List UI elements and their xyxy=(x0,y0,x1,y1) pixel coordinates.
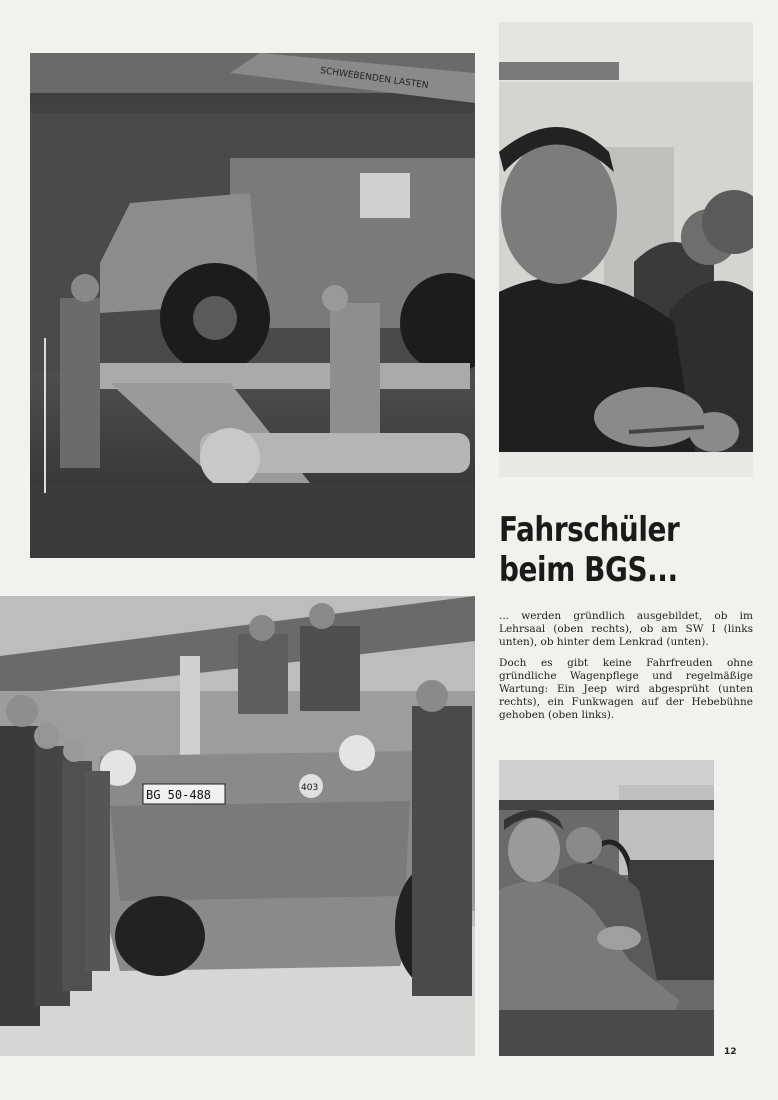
headline-line-1: Fahrschüler xyxy=(499,510,680,550)
body-paragraph-1: ... werden gründlich ausgebildet, ob im Lehrsaal (oben rechts), ob am SW I (links unten), ob hinter dem Lenkrad (unten). xyxy=(499,610,753,648)
photo-classroom xyxy=(499,22,753,477)
lift-sign-text: SCHWEBENDEN LASTEN xyxy=(319,66,430,92)
article-headline xyxy=(499,510,712,590)
photo-armored-vehicle xyxy=(0,596,475,1056)
license-plate-text: BG 50-488 xyxy=(146,788,212,802)
headline-line-2: beim BGS... xyxy=(499,550,678,590)
page-number: 12 xyxy=(724,1047,737,1057)
photo-truck-on-lift xyxy=(30,53,475,558)
article-body xyxy=(499,610,753,730)
vehicle-number-text: 403 xyxy=(301,783,319,793)
body-paragraph-2: Doch es gibt keine Fahrfreuden ohne gründliche Wagenpflege und regelmäßige Wartung: Ein Jeep wird abgesprüht (unten rechts), ein Funkwagen auf der Hebebühne gehoben (oben links). xyxy=(499,657,753,721)
photo-jeep-driver xyxy=(499,760,714,1056)
